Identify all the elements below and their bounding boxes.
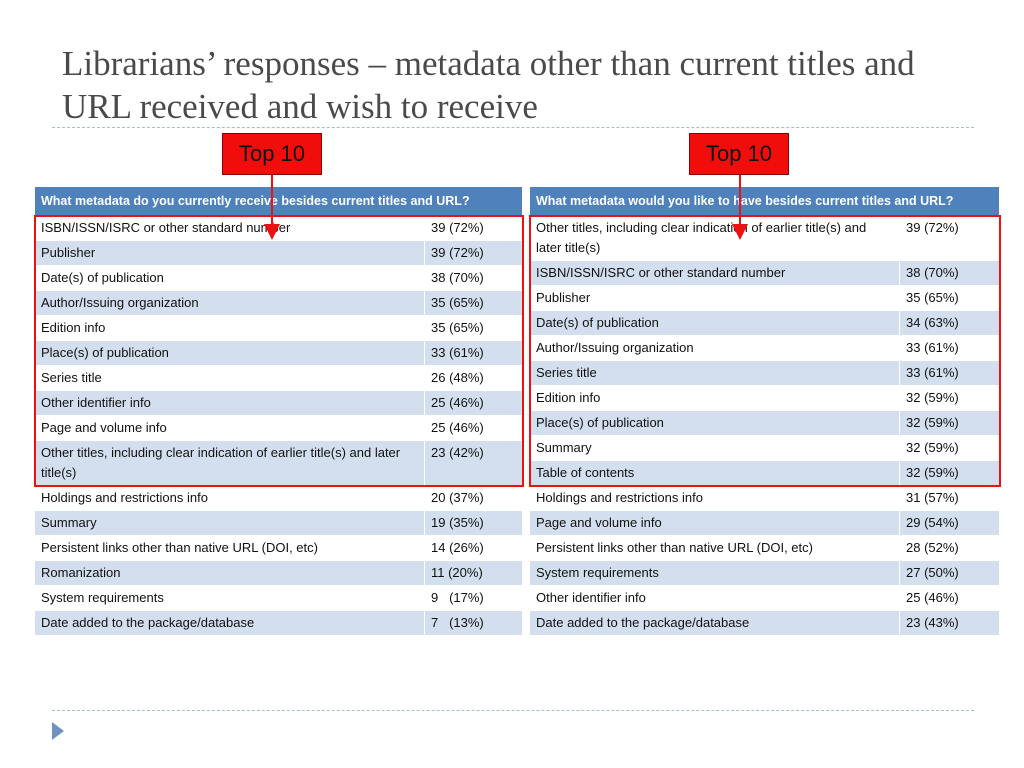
footer-divider [52,710,974,711]
metadata-label: Series title [530,361,900,386]
wished-metadata-header: What metadata would you like to have besides current titles and URL? [530,187,1000,216]
response-count: 38 (70%) [425,266,523,291]
metadata-label: Date added to the package/database [35,611,425,636]
metadata-label: Series title [35,366,425,391]
table-row [35,416,523,441]
response-count: 25 (46%) [425,416,523,441]
table-row [35,266,523,291]
metadata-label: Author/Issuing organization [35,291,425,316]
metadata-label: Page and volume info [35,416,425,441]
response-count: 31 (57%) [900,486,1000,511]
metadata-label: Holdings and restrictions info [35,486,425,511]
table-row [35,486,523,511]
table-row [35,391,523,416]
table-row [35,341,523,366]
metadata-label: Place(s) of publication [35,341,425,366]
response-count: 35 (65%) [900,286,1000,311]
metadata-label: System requirements [35,586,425,611]
table-row [530,611,1000,636]
metadata-label: Date(s) of publication [530,311,900,336]
table-row [530,216,1000,261]
response-count: 33 (61%) [900,336,1000,361]
table-row [530,436,1000,461]
top10-label-right: Top 10 [689,133,789,175]
metadata-label: Other identifier info [530,586,900,611]
response-count: 34 (63%) [900,311,1000,336]
metadata-label: Summary [35,511,425,536]
metadata-label: Edition info [530,386,900,411]
response-count: 38 (70%) [900,261,1000,286]
response-count: 7 (13%) [425,611,523,636]
metadata-label: Page and volume info [530,511,900,536]
table-row [35,586,523,611]
response-count: 35 (65%) [425,291,523,316]
current-metadata-table [34,186,523,636]
response-count: 20 (37%) [425,486,523,511]
response-count: 32 (59%) [900,411,1000,436]
table-row [530,511,1000,536]
response-count: 23 (43%) [900,611,1000,636]
slide-title: Librarians’ responses – metadata other than current titles and URL received and wish to receive [62,44,915,126]
response-count: 39 (72%) [900,216,1000,261]
current-metadata-header: What metadata do you currently receive besides current titles and URL? [35,187,523,216]
metadata-label: Persistent links other than native URL (DOI, etc) [35,536,425,561]
response-count: 33 (61%) [900,361,1000,386]
table-row [530,561,1000,586]
table-row [35,611,523,636]
table-row [35,316,523,341]
response-count: 25 (46%) [900,586,1000,611]
table-row [35,366,523,391]
metadata-label: Publisher [35,241,425,266]
table-row [530,411,1000,436]
response-count: 23 (42%) [425,441,523,486]
response-count: 39 (72%) [425,241,523,266]
table-row [35,216,523,241]
metadata-label: Place(s) of publication [530,411,900,436]
table-row [530,386,1000,411]
response-count: 27 (50%) [900,561,1000,586]
metadata-label: Author/Issuing organization [530,336,900,361]
table-row [35,441,523,486]
response-count: 33 (61%) [425,341,523,366]
wished-metadata-table [529,186,1000,636]
metadata-label: Other titles, including clear indication of earlier title(s) and later title(s) [35,441,425,486]
metadata-label: Summary [530,436,900,461]
metadata-label: Publisher [530,286,900,311]
response-count: 32 (59%) [900,436,1000,461]
table-row [530,486,1000,511]
table-row [530,536,1000,561]
table-row [35,536,523,561]
slide-bullet-icon [52,722,64,740]
metadata-label: Persistent links other than native URL (DOI, etc) [530,536,900,561]
response-count: 28 (52%) [900,536,1000,561]
table-row [35,511,523,536]
title-divider [52,127,974,128]
metadata-label: Holdings and restrictions info [530,486,900,511]
table-row [35,561,523,586]
response-count: 32 (59%) [900,461,1000,486]
response-count: 32 (59%) [900,386,1000,411]
top10-label-left: Top 10 [222,133,322,175]
table-row [530,336,1000,361]
metadata-label: Edition info [35,316,425,341]
metadata-label: Table of contents [530,461,900,486]
response-count: 14 (26%) [425,536,523,561]
response-count: 9 (17%) [425,586,523,611]
metadata-label: Date(s) of publication [35,266,425,291]
table-row [530,586,1000,611]
response-count: 26 (48%) [425,366,523,391]
table-row [530,361,1000,386]
metadata-label: Other identifier info [35,391,425,416]
response-count: 29 (54%) [900,511,1000,536]
response-count: 25 (46%) [425,391,523,416]
metadata-label: Date added to the package/database [530,611,900,636]
table-row [530,286,1000,311]
table-row [530,261,1000,286]
response-count: 39 (72%) [425,216,523,241]
table-row [35,291,523,316]
response-count: 11 (20%) [425,561,523,586]
response-count: 35 (65%) [425,316,523,341]
metadata-label: Other titles, including clear indication of earlier title(s) and later title(s) [530,216,900,261]
table-row [530,311,1000,336]
table-row [530,461,1000,486]
response-count: 19 (35%) [425,511,523,536]
table-row [35,241,523,266]
metadata-label: System requirements [530,561,900,586]
metadata-label: ISBN/ISSN/ISRC or other standard number [530,261,900,286]
metadata-label: ISBN/ISSN/ISRC or other standard number [35,216,425,241]
metadata-label: Romanization [35,561,425,586]
